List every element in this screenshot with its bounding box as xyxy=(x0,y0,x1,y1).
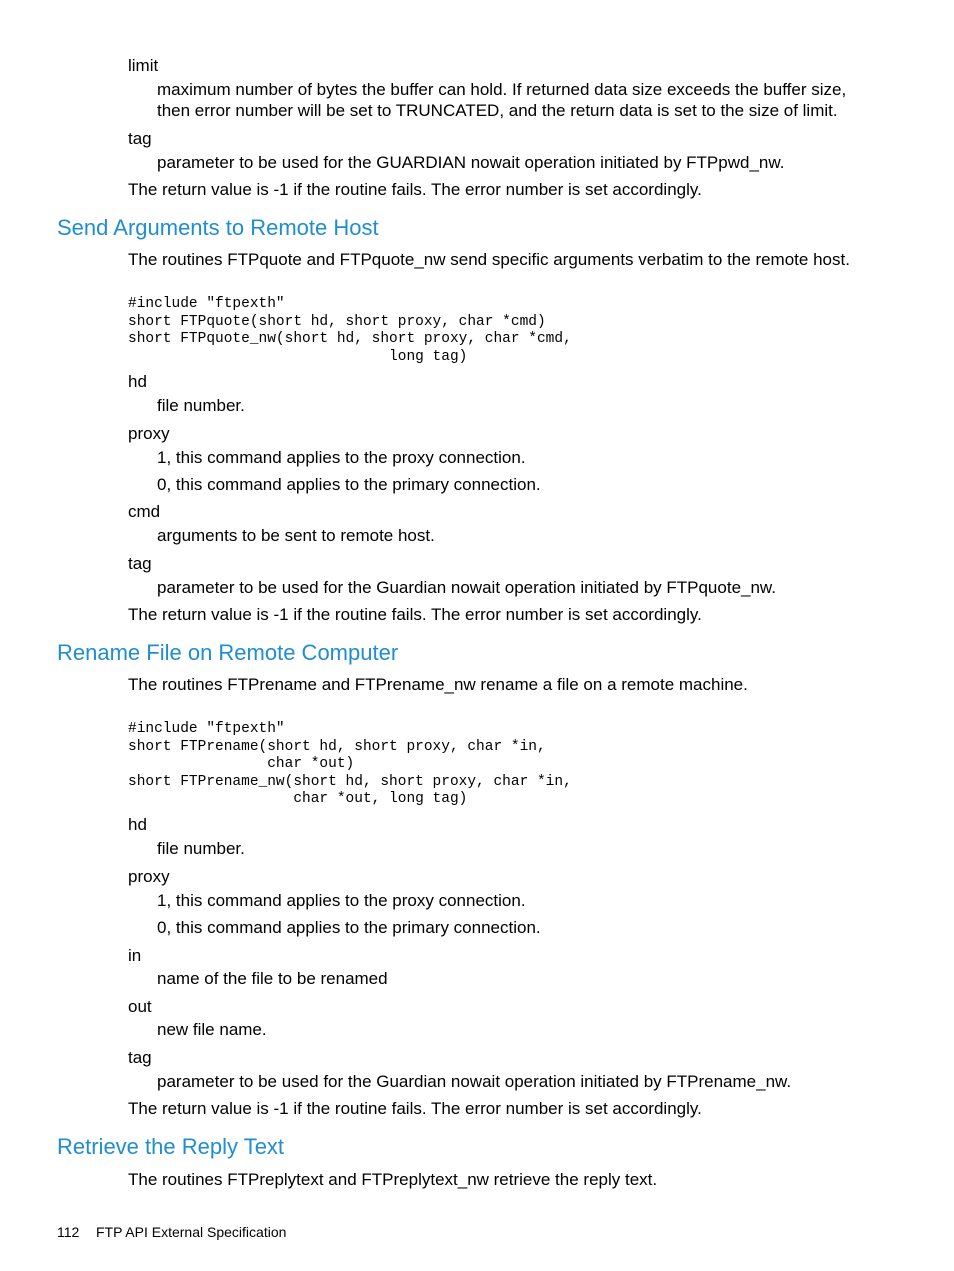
term-tag: tag xyxy=(128,129,152,148)
def-proxy-1: 1, this command applies to the proxy connection. xyxy=(157,891,526,910)
def-limit-line1: maximum number of bytes the buffer can hold. If returned data size exceeds the buffer size, xyxy=(157,80,847,99)
term-in: in xyxy=(128,946,142,965)
def-tag: parameter to be used for the Guardian nowait operation initiated by FTPquote_nw. xyxy=(157,578,776,597)
return-value-text: The return value is -1 if the routine fails. The error number is set accordingly. xyxy=(128,1099,702,1118)
def-cmd: arguments to be sent to remote host. xyxy=(157,526,435,545)
section-heading-rename-file: Rename File on Remote Computer xyxy=(57,640,399,665)
page-number: 112 xyxy=(57,1224,80,1240)
section-heading-retrieve-reply: Retrieve the Reply Text xyxy=(57,1134,285,1159)
term-cmd: cmd xyxy=(128,502,161,521)
def-proxy-0: 0, this command applies to the primary connection. xyxy=(157,475,541,494)
code-block: #include "ftpexth" short FTPquote(short hd, short proxy, char *cmd) short FTPquote_nw(short hd, short proxy, char *cmd, long tag) xyxy=(128,296,572,365)
def-tag: parameter to be used for the Guardian nowait operation initiated by FTPrename_nw. xyxy=(157,1072,792,1091)
term-out: out xyxy=(128,997,152,1016)
term-limit: limit xyxy=(128,56,159,75)
def-limit-line2: then error number will be set to TRUNCATED, and the return data is set to the size of limit. xyxy=(157,101,838,120)
section-intro: The routines FTPquote and FTPquote_nw send specific arguments verbatim to the remote host. xyxy=(128,250,850,269)
footer-title: FTP API External Specification xyxy=(96,1224,287,1240)
code-block: #include "ftpexth" short FTPrename(short hd, short proxy, char *in, char *out) short FTPrename_nw(short hd, short proxy, char *in, char *out, long tag) xyxy=(128,721,572,808)
term-tag: tag xyxy=(128,554,152,573)
def-hd: file number. xyxy=(157,839,245,858)
term-hd: hd xyxy=(128,372,147,391)
def-in: name of the file to be renamed xyxy=(157,969,388,988)
def-hd: file number. xyxy=(157,396,245,415)
def-proxy-0: 0, this command applies to the primary connection. xyxy=(157,918,541,937)
term-proxy: proxy xyxy=(128,424,170,443)
def-proxy-1: 1, this command applies to the proxy connection. xyxy=(157,448,526,467)
return-value-text: The return value is -1 if the routine fails. The error number is set accordingly. xyxy=(128,180,702,199)
return-value-text: The return value is -1 if the routine fails. The error number is set accordingly. xyxy=(128,605,702,624)
def-out: new file name. xyxy=(157,1020,267,1039)
section-intro: The routines FTPreplytext and FTPreplytext_nw retrieve the reply text. xyxy=(128,1170,658,1189)
term-proxy: proxy xyxy=(128,867,170,886)
section-heading-send-arguments: Send Arguments to Remote Host xyxy=(57,215,379,240)
term-hd: hd xyxy=(128,815,147,834)
section-intro: The routines FTPrename and FTPrename_nw rename a file on a remote machine. xyxy=(128,675,748,694)
def-tag: parameter to be used for the GUARDIAN nowait operation initiated by FTPpwd_nw. xyxy=(157,153,785,172)
term-tag: tag xyxy=(128,1048,152,1067)
